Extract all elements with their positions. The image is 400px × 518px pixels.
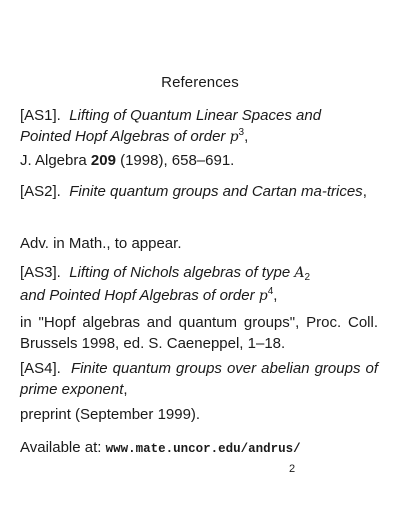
reference-as3-line2 xyxy=(20,285,378,307)
reference-tag: [AS3]. xyxy=(20,264,61,281)
reference-tag: [AS1]. xyxy=(20,107,61,124)
journal-name: J. Algebra xyxy=(20,152,91,169)
reference-title: Lifting of Nichols algebras of type xyxy=(69,264,295,281)
reference-title: Lifting of Quantum Linear Spaces and xyxy=(69,107,322,124)
reference-as2-publication xyxy=(20,233,378,254)
journal-details: (1998), 658–691. xyxy=(115,152,235,169)
reference-as3-publication xyxy=(20,312,378,354)
math-variable: p xyxy=(229,129,239,145)
journal-volume: 209 xyxy=(90,152,116,169)
reference-title: Pointed Hopf Algebras of order xyxy=(20,128,230,145)
reference-as4-publication xyxy=(20,404,378,425)
availability-label: Available at: xyxy=(20,439,106,456)
reference-punctuation: , xyxy=(273,287,278,304)
reference-title: and Pointed Hopf Algebras of order xyxy=(20,287,259,304)
reference-as1-line2 xyxy=(20,126,378,148)
reference-tag: [AS4]. xyxy=(20,360,61,377)
publication-details: preprint (September 1999). xyxy=(20,406,201,423)
reference-title: Finite quantum groups over abelian groups of prime exponent xyxy=(20,360,378,398)
reference-tag: [AS2]. xyxy=(20,183,61,200)
references-heading: References xyxy=(161,74,239,91)
url-link[interactable]: www.mate.uncor.edu/andrus/ xyxy=(105,442,301,456)
reference-as1-line1 xyxy=(20,105,378,126)
superscript: 4 xyxy=(267,286,274,297)
reference-punctuation: , xyxy=(244,128,249,145)
reference-punctuation: , xyxy=(362,183,367,200)
reference-as2 xyxy=(20,181,378,202)
reference-as3 xyxy=(20,262,378,307)
math-variable: p xyxy=(258,288,268,304)
reference-title: Finite quantum groups and Cartan ma-trices xyxy=(69,183,363,200)
reference-as1 xyxy=(20,105,378,148)
reference-as1-journal xyxy=(20,150,378,171)
superscript: 3 xyxy=(238,127,245,138)
math-variable: A xyxy=(294,265,305,281)
page-number: 2 xyxy=(289,463,296,475)
availability-line xyxy=(20,437,378,460)
subscript: 2 xyxy=(304,272,311,283)
reference-as4 xyxy=(20,358,378,400)
reference-as3-line1 xyxy=(20,262,378,285)
publication-details: in "Hopf algebras and quantum groups", Proc. Coll. Brussels 1998, ed. S. Caeneppel, 1–18. xyxy=(20,314,378,352)
publication-details: Adv. in Math., to appear. xyxy=(20,235,182,252)
reference-punctuation: , xyxy=(123,381,128,398)
